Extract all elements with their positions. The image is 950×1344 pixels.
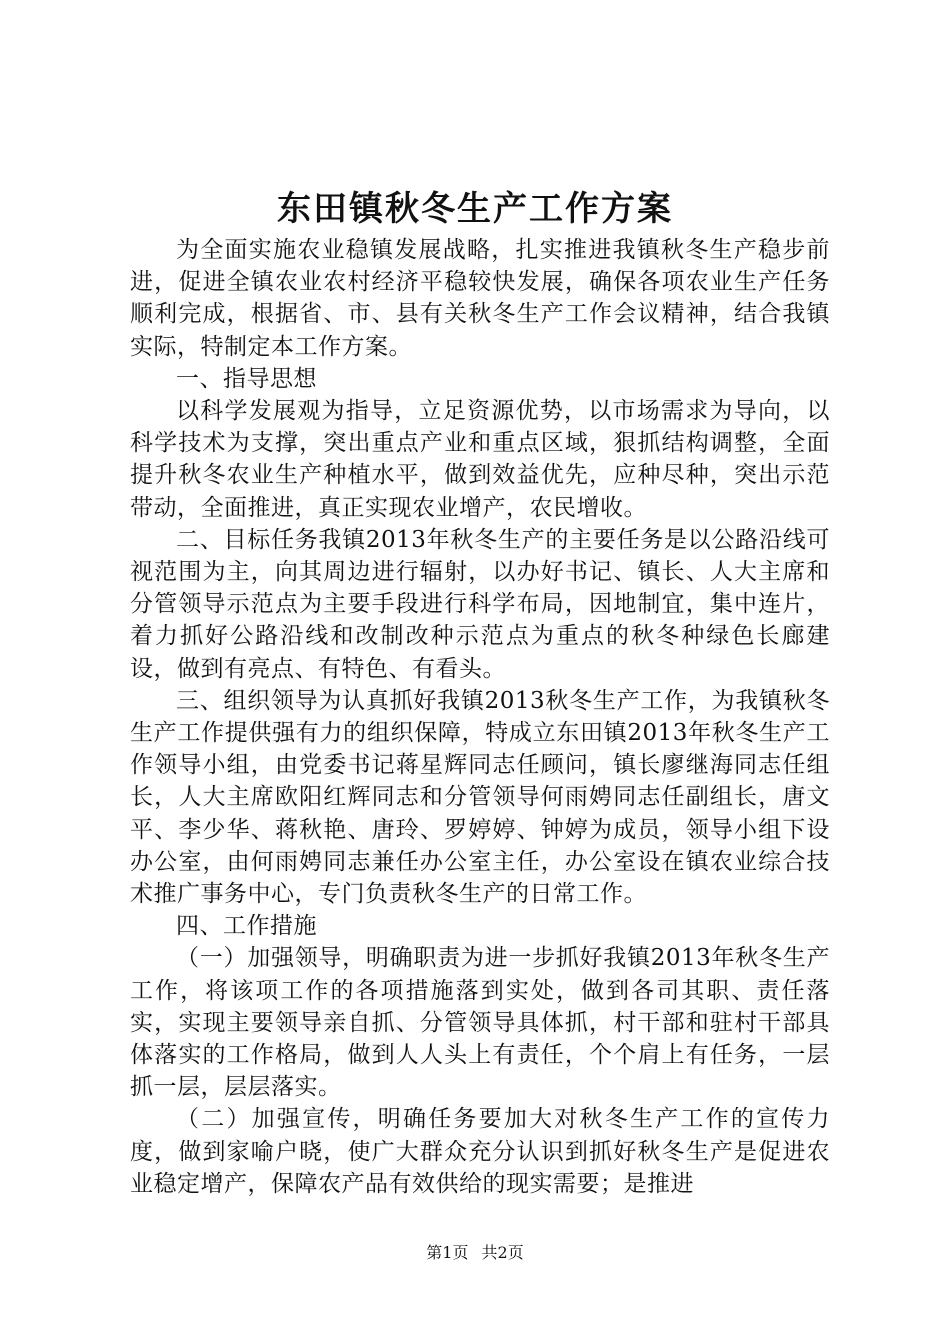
page-footer xyxy=(0,1242,950,1264)
paragraph-goals-tasks: 二、目标任务我镇2013年秋冬生产的主要任务是以公路沿线可视范围为主，向其周边进行辐射，以办好书记、镇长、人大主席和分管领导示范点为主要手段进行科学布局，因地制宜，集中连片，着力抓好公路沿线和改制改种示范点为重点的秋冬种绿色长廊建设，做到有亮点、有特色、有看头。 xyxy=(130,526,830,682)
paragraph-guiding-thought: 以科学发展观为指导，立足资源优势，以市场需求为导向，以科学技术为支撑，突出重点产业和重点区域，狠抓结构调整，全面提升秋冬农业生产种植水平，做到效益优先，应种尽种，突出示范带动，全面推进，真正实现农业增产，农民增收。 xyxy=(130,398,830,521)
document-body xyxy=(130,234,830,1200)
section-heading-work-measures: 四、工作措施 xyxy=(176,913,317,940)
paragraph-organization: 三、组织领导为认真抓好我镇2013秋冬生产工作，为我镇秋冬生产工作提供强有力的组织保障，特成立东田镇2013年秋冬生产工作领导小组，由党委书记蒋星辉同志任顾问，镇长廖继海同志任组长，人大主席欧阳红辉同志和分管领导何雨娉同志任副组长，唐文平、李少华、蒋秋艳、唐玲、罗婷婷、钟婷为成员，领导小组下设办公室，由何雨娉同志兼任办公室主任，办公室设在镇农业综合技术推广事务中心，专门负责秋冬生产的日常工作。 xyxy=(130,687,830,908)
document-title: 东田镇秋冬生产工作方案 xyxy=(277,189,673,229)
page-total: 共2页 xyxy=(481,1243,524,1262)
paragraph-measure-1: （一）加强领导，明确职责为进一步抓好我镇2013年秋冬生产工作，将该项工作的各项措施落到实处，做到各司其职、责任落实，实现主要领导亲自抓、分管领导具体抓，村干部和驻村干部具体落实的工作格局，做到人人头上有责任，个个肩上有任务，一层抓一层，层层落实。 xyxy=(130,945,830,1101)
page-number: 第1页 xyxy=(426,1243,469,1262)
section-heading-guiding-thought: 一、指导思想 xyxy=(176,365,317,392)
paragraph-intro: 为全面实施农业稳镇发展战略，扎实推进我镇秋冬生产稳步前进，促进全镇农业农村经济平稳较快发展，确保各项农业生产任务顺利完成，根据省、市、县有关秋冬生产工作会议精神，结合我镇实际，特制定本工作方案。 xyxy=(130,237,830,360)
paragraph-measure-2: （二）加强宣传，明确任务要加大对秋冬生产工作的宣传力度，做到家喻户晓，使广大群众充分认识到抓好秋冬生产是促进农业稳定增产，保障农产品有效供给的现实需要；是推进 xyxy=(130,1106,830,1197)
